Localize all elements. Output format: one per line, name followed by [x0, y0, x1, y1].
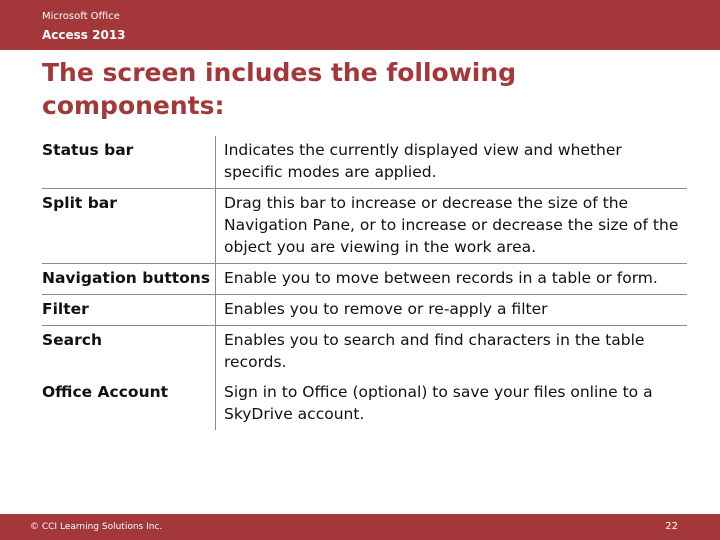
term-cell: Search	[42, 331, 103, 349]
term-cell: Status bar	[42, 141, 134, 159]
copyright-text: © CCI Learning Solutions Inc.	[30, 522, 163, 532]
table-row-status-bar	[42, 136, 687, 189]
term-cell: Office Account	[42, 383, 169, 401]
term-cell: Split bar	[42, 194, 117, 212]
slide-footer	[0, 514, 720, 540]
page-number: 22	[665, 521, 678, 532]
table-row-filter	[42, 295, 687, 326]
slide-header	[0, 0, 720, 50]
components-table	[42, 136, 687, 430]
definition-cell: Enable you to move between records in a table or form.	[215, 264, 684, 294]
definition-cell: Enables you to remove or re-apply a filter	[215, 295, 684, 325]
definition-cell: Drag this bar to increase or decrease the size of the Navigation Pane, or to increase or decrease the size of the object you are viewing in the work area.	[215, 189, 684, 263]
brand-label: Microsoft Office	[42, 11, 120, 22]
slide-title: The screen includes the following components:	[42, 58, 517, 120]
table-row-split-bar	[42, 189, 687, 264]
term-cell: Navigation buttons	[42, 269, 211, 287]
definition-cell: Sign in to Office (optional) to save your files online to a SkyDrive account.	[215, 378, 684, 430]
definition-cell: Indicates the currently displayed view and whether specific modes are applied.	[215, 136, 684, 188]
table-row-search	[42, 326, 687, 378]
table-row-navigation-buttons	[42, 264, 687, 295]
term-cell: Filter	[42, 300, 89, 318]
table-row-office-account	[42, 378, 687, 430]
product-label: Access 2013	[42, 28, 126, 42]
definition-cell: Enables you to search and find characters in the table records.	[215, 326, 684, 378]
